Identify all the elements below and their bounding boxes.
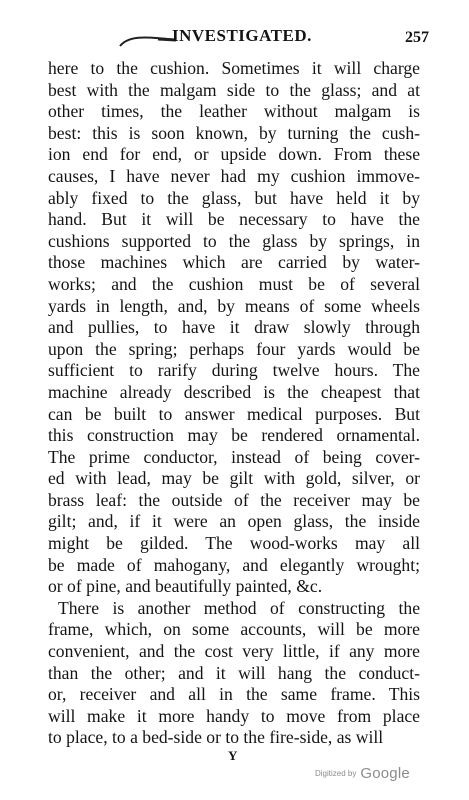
text-line: brass leaf: the outside of the receiver may be xyxy=(48,489,420,510)
digitized-watermark xyxy=(315,764,410,782)
text-line: causes, I have never had my cushion immove- xyxy=(48,165,420,186)
watermark-prefix: Digitized by xyxy=(315,768,357,778)
text-line: machine already described is the cheapest that xyxy=(48,381,420,402)
watermark-brand: Google xyxy=(360,764,410,782)
text-line: ion end for end, or upside down. From these xyxy=(48,144,420,165)
text-line: upon the spring; perhaps four yards would be xyxy=(48,338,420,359)
page-number: 257 xyxy=(405,29,429,46)
signature-mark: Y xyxy=(228,748,238,763)
text-line: ably fixed to the glass, but have held it by xyxy=(48,187,420,208)
ink-mark-icon xyxy=(118,34,178,48)
text-line: can be built to answer medical purposes. But xyxy=(48,403,420,424)
text-line: to place, to a bed-side or to the fire-side, as will xyxy=(48,727,384,748)
running-head xyxy=(0,26,469,50)
text-line: sufficient to rarify during twelve hours. The xyxy=(48,360,420,381)
text-line: might be gilded. The wood-works may all xyxy=(48,533,420,554)
text-line: than the other; and it will hang the conduct- xyxy=(48,662,420,683)
text-line: or of pine, and beautifully painted, &c. xyxy=(48,576,323,597)
text-line: works; and the cushion must be of several xyxy=(48,273,420,294)
text-line: convenient, and the cost very little, if any more xyxy=(48,641,420,662)
text-line: best: this is soon known, by turning the cush- xyxy=(48,122,420,143)
text-line: best with the malgam side to the glass; and at xyxy=(48,79,420,100)
text-line: those machines which are carried by water- xyxy=(48,252,420,273)
text-line: will make it more handy to move from place xyxy=(48,705,420,726)
text-line: frame, which, on some accounts, will be more xyxy=(48,619,420,640)
text-line: The prime conductor, instead of being cover- xyxy=(48,446,420,467)
text-line: be made of mahogany, and elegantly wrought; xyxy=(48,554,420,575)
text-line: gilt; and, if it were an open glass, the inside xyxy=(48,511,420,532)
running-head-title: INVESTIGATED. xyxy=(172,26,312,45)
text-line: or, receiver and all in the same frame. This xyxy=(48,684,420,705)
text-line: hand. But it will be necessary to have the xyxy=(48,209,420,230)
text-line: yards in length, and, by means of some wheels xyxy=(48,295,420,316)
text-line: here to the cushion. Sometimes it will charge xyxy=(48,58,420,78)
text-line: other times, the leather without malgam is xyxy=(48,101,420,122)
paragraph xyxy=(48,58,420,598)
text-line: There is another method of constructing the xyxy=(58,597,420,618)
text-line: ed with lead, may be gilt with gold, silver, or xyxy=(48,468,420,489)
paragraph xyxy=(48,598,420,749)
text-line: and pullies, to have it draw slowly through xyxy=(48,317,420,338)
text-line: this construction may be rendered ornamental. xyxy=(48,425,420,446)
body-text xyxy=(48,58,420,749)
text-line: cushions supported to the glass by springs, in xyxy=(48,230,420,251)
